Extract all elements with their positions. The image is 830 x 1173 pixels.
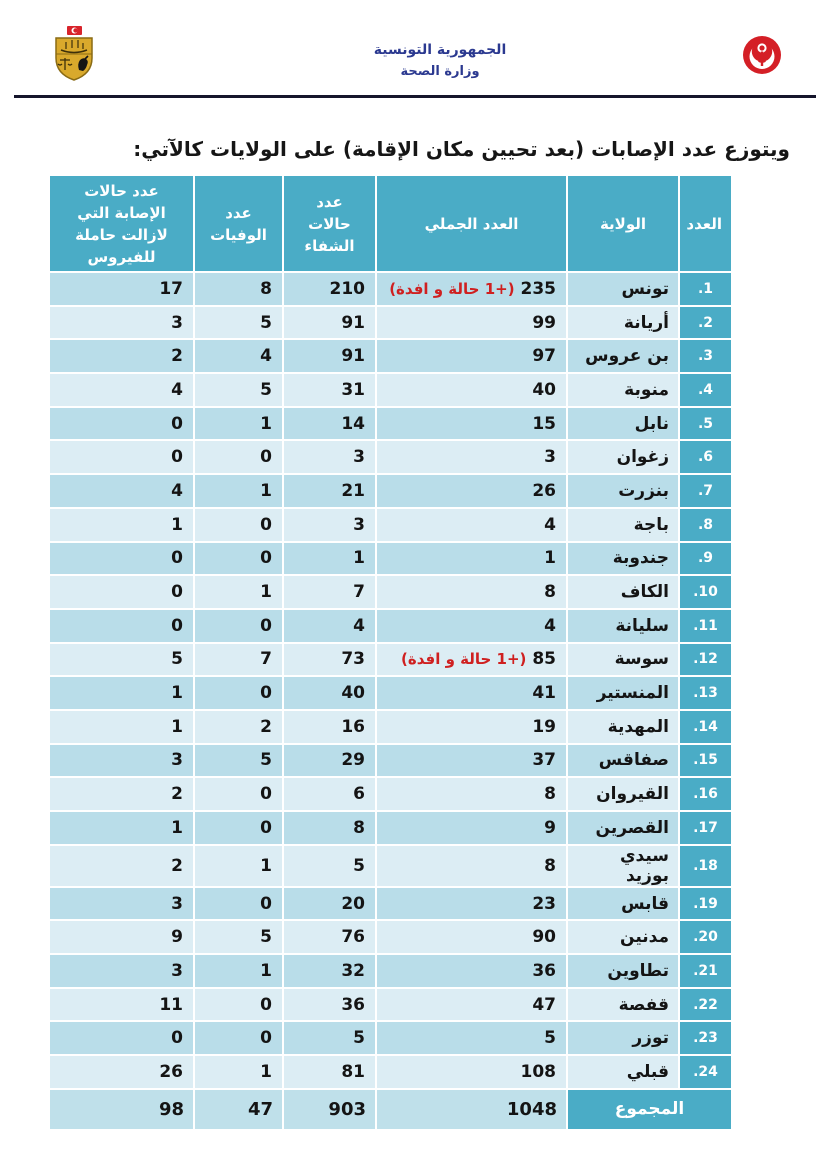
deaths-cell: 1 — [194, 474, 283, 508]
recovered-cases-cell: 3 — [283, 508, 376, 542]
total-label-cell: المجموع — [567, 1089, 732, 1130]
table-row — [49, 407, 732, 441]
total-cases-cell: 4 — [376, 609, 567, 643]
governorate-name-cell: القصرين — [567, 811, 679, 845]
table-row — [49, 440, 732, 474]
row-index-cell: 19. — [679, 887, 732, 921]
active-cases-cell: 5 — [49, 643, 194, 677]
recovered-cases-cell: 1 — [283, 542, 376, 576]
table-row — [49, 887, 732, 921]
active-cases-cell: 0 — [49, 542, 194, 576]
governorate-name-cell: سيدي بوزيد — [567, 845, 679, 887]
table-row — [49, 373, 732, 407]
deaths-cell: 0 — [194, 811, 283, 845]
active-cases-cell: 0 — [49, 440, 194, 474]
total-cases-cell: 15 — [376, 407, 567, 441]
table-row — [49, 306, 732, 340]
row-index-cell: 11. — [679, 609, 732, 643]
row-index-cell: 21. — [679, 954, 732, 988]
active-cases-cell: 3 — [49, 887, 194, 921]
row-index-cell: 22. — [679, 988, 732, 1022]
deaths-cell: 0 — [194, 609, 283, 643]
column-header-total: العدد الجملي — [376, 175, 567, 272]
active-cases-cell: 26 — [49, 1055, 194, 1089]
governorate-name-cell: زغوان — [567, 440, 679, 474]
imported-case-note: (+1 حالة و افدة) — [401, 650, 527, 669]
total-cases-cell: 97 — [376, 339, 567, 373]
column-header-active: عدد حالات الإصابة التي لازالت حاملة للفيروس — [49, 175, 194, 272]
deaths-cell: 0 — [194, 887, 283, 921]
total-cases-cell: 37 — [376, 744, 567, 778]
governorate-name-cell: نابل — [567, 407, 679, 441]
active-cases-cell: 2 — [49, 845, 194, 887]
governorate-name-cell: القيروان — [567, 777, 679, 811]
row-index-cell: 4. — [679, 373, 732, 407]
active-cases-cell: 0 — [49, 1021, 194, 1055]
row-index-cell: 10. — [679, 575, 732, 609]
active-cases-cell: 1 — [49, 676, 194, 710]
active-cases-cell: 2 — [49, 777, 194, 811]
active-cases-cell: 17 — [49, 272, 194, 306]
table-row — [49, 609, 732, 643]
recovered-cases-cell: 29 — [283, 744, 376, 778]
total-cases-cell: 108 — [376, 1055, 567, 1089]
total-cases-cell: 8 — [376, 575, 567, 609]
active-cases-cell: 3 — [49, 306, 194, 340]
total-cases-cell: 4 — [376, 508, 567, 542]
total-cases-cell: 8 — [376, 845, 567, 887]
imported-case-note: (+1 حالة و افدة) — [389, 279, 515, 298]
row-index-cell: 2. — [679, 306, 732, 340]
recovered-cases-cell: 20 — [283, 887, 376, 921]
table-row — [49, 339, 732, 373]
ministry-title: وزارة الصحة — [400, 64, 480, 79]
deaths-cell: 5 — [194, 744, 283, 778]
recovered-cases-cell: 5 — [283, 845, 376, 887]
table-row — [49, 845, 732, 887]
recovered-cases-cell: 91 — [283, 306, 376, 340]
recovered-cases-cell: 36 — [283, 988, 376, 1022]
recovered-cases-cell: 40 — [283, 676, 376, 710]
row-index-cell: 18. — [679, 845, 732, 887]
table-row — [49, 542, 732, 576]
recovered-cases-cell: 32 — [283, 954, 376, 988]
recovered-cases-cell: 73 — [283, 643, 376, 677]
cases-by-governorate-table — [48, 174, 733, 1131]
deaths-cell: 0 — [194, 508, 283, 542]
active-cases-cell: 3 — [49, 744, 194, 778]
deaths-cell: 0 — [194, 988, 283, 1022]
total-cases-cell: 90 — [376, 920, 567, 954]
governorate-name-cell: المهدية — [567, 710, 679, 744]
deaths-cell: 0 — [194, 676, 283, 710]
active-cases-cell: 9 — [49, 920, 194, 954]
total-cases-cell: 85 (+1 حالة و افدة) — [376, 643, 567, 677]
governorate-name-cell: سوسة — [567, 643, 679, 677]
deaths-cell: 0 — [194, 1021, 283, 1055]
total-cases-cell: 3 — [376, 440, 567, 474]
governorate-name-cell: قفصة — [567, 988, 679, 1022]
table-row — [49, 1055, 732, 1089]
active-cases-cell: 3 — [49, 954, 194, 988]
republic-title: الجمهورية التونسية — [373, 42, 507, 58]
table-row — [49, 954, 732, 988]
recovered-cases-cell: 210 — [283, 272, 376, 306]
total-cases-cell: 235 (+1 حالة و افدة) — [376, 272, 567, 306]
row-index-cell: 3. — [679, 339, 732, 373]
governorate-name-cell: قبلي — [567, 1055, 679, 1089]
column-header-recovered: عدد حالات الشفاء — [283, 175, 376, 272]
table-row — [49, 575, 732, 609]
total-cases-cell: 19 — [376, 710, 567, 744]
active-cases-cell: 1 — [49, 508, 194, 542]
total-cases-cell: 26 — [376, 474, 567, 508]
recovered-cases-cell: 3 — [283, 440, 376, 474]
row-index-cell: 6. — [679, 440, 732, 474]
recovered-cases-cell: 4 — [283, 609, 376, 643]
governorate-name-cell: باجة — [567, 508, 679, 542]
deaths-cell: 0 — [194, 440, 283, 474]
table-header-row — [49, 175, 732, 272]
deaths-cell: 1 — [194, 1055, 283, 1089]
deaths-cell: 7 — [194, 643, 283, 677]
recovered-cases-cell: 16 — [283, 710, 376, 744]
table-row — [49, 744, 732, 778]
governorate-name-cell: جندوبة — [567, 542, 679, 576]
row-index-cell: 13. — [679, 676, 732, 710]
total-cases-cell: 5 — [376, 1021, 567, 1055]
governorate-name-cell: مدنين — [567, 920, 679, 954]
table-row — [49, 988, 732, 1022]
recovered-cases-cell: 91 — [283, 339, 376, 373]
total-cases-cell: 47 — [376, 988, 567, 1022]
recovered-cases-cell: 6 — [283, 777, 376, 811]
deaths-cell: 0 — [194, 542, 283, 576]
row-index-cell: 16. — [679, 777, 732, 811]
governorate-name-cell: صفاقس — [567, 744, 679, 778]
active-cases-cell: 0 — [49, 407, 194, 441]
row-index-cell: 9. — [679, 542, 732, 576]
active-cases-cell: 2 — [49, 339, 194, 373]
total-cases-cell: 41 — [376, 676, 567, 710]
governorate-name-cell: بنزرت — [567, 474, 679, 508]
total-cases-sum-cell: 1048 — [376, 1089, 567, 1130]
row-index-cell: 7. — [679, 474, 732, 508]
total-row — [49, 1089, 732, 1130]
active-cases-cell: 1 — [49, 710, 194, 744]
deaths-cell: 5 — [194, 920, 283, 954]
row-index-cell: 14. — [679, 710, 732, 744]
section-title: ويتوزع عدد الإصابات (بعد تحيين مكان الإقامة) على الولايات كالآتي: — [133, 137, 790, 161]
governorate-name-cell: منوبة — [567, 373, 679, 407]
header-divider — [14, 95, 816, 98]
total-cases-cell: 23 — [376, 887, 567, 921]
active-cases-cell: 4 — [49, 373, 194, 407]
table-row — [49, 1021, 732, 1055]
row-index-cell: 8. — [679, 508, 732, 542]
table-row — [49, 811, 732, 845]
government-header-text — [200, 40, 680, 84]
row-index-cell: 24. — [679, 1055, 732, 1089]
governorate-name-cell: بن عروس — [567, 339, 679, 373]
recovered-cases-cell: 21 — [283, 474, 376, 508]
governorate-name-cell: سليانة — [567, 609, 679, 643]
recovered-cases-cell: 5 — [283, 1021, 376, 1055]
recovered-cases-cell: 31 — [283, 373, 376, 407]
governorate-name-cell: توزر — [567, 1021, 679, 1055]
row-index-cell: 23. — [679, 1021, 732, 1055]
active-cases-cell: 0 — [49, 575, 194, 609]
total-cases-cell: 9 — [376, 811, 567, 845]
deaths-cell: 0 — [194, 777, 283, 811]
letterhead — [0, 0, 830, 95]
total-cases-cell: 99 — [376, 306, 567, 340]
table-row — [49, 474, 732, 508]
row-index-cell: 15. — [679, 744, 732, 778]
total-cases-cell: 1 — [376, 542, 567, 576]
table-row — [49, 777, 732, 811]
deaths-cell: 8 — [194, 272, 283, 306]
table-row — [49, 920, 732, 954]
active-cases-cell: 11 — [49, 988, 194, 1022]
deaths-cell: 1 — [194, 575, 283, 609]
governorate-name-cell: قابس — [567, 887, 679, 921]
recovered-cases-cell: 81 — [283, 1055, 376, 1089]
tunisia-coat-of-arms-icon — [52, 26, 96, 82]
row-index-cell: 1. — [679, 272, 732, 306]
deaths-cell: 1 — [194, 954, 283, 988]
column-header-deaths: عدد الوفيات — [194, 175, 283, 272]
column-header-number: العدد — [679, 175, 732, 272]
recovered-cases-cell: 76 — [283, 920, 376, 954]
table-row — [49, 710, 732, 744]
deaths-sum-cell: 47 — [194, 1089, 283, 1130]
total-cases-cell: 8 — [376, 777, 567, 811]
table-row — [49, 272, 732, 306]
total-cases-cell: 36 — [376, 954, 567, 988]
recovered-cases-cell: 14 — [283, 407, 376, 441]
row-index-cell: 12. — [679, 643, 732, 677]
recovered-sum-cell: 903 — [283, 1089, 376, 1130]
deaths-cell: 5 — [194, 373, 283, 407]
table-row — [49, 676, 732, 710]
deaths-cell: 1 — [194, 407, 283, 441]
governorate-name-cell: المنستير — [567, 676, 679, 710]
row-index-cell: 17. — [679, 811, 732, 845]
recovered-cases-cell: 7 — [283, 575, 376, 609]
row-index-cell: 5. — [679, 407, 732, 441]
column-header-governorate: الولاية — [567, 175, 679, 272]
ministry-of-health-logo-icon — [742, 35, 782, 75]
active-sum-cell: 98 — [49, 1089, 194, 1130]
active-cases-cell: 4 — [49, 474, 194, 508]
deaths-cell: 4 — [194, 339, 283, 373]
total-cases-cell: 40 — [376, 373, 567, 407]
table-row — [49, 508, 732, 542]
row-index-cell: 20. — [679, 920, 732, 954]
active-cases-cell: 1 — [49, 811, 194, 845]
governorate-name-cell: تطاوين — [567, 954, 679, 988]
governorate-name-cell: تونس — [567, 272, 679, 306]
deaths-cell: 1 — [194, 845, 283, 887]
deaths-cell: 2 — [194, 710, 283, 744]
active-cases-cell: 0 — [49, 609, 194, 643]
governorate-name-cell: الكاف — [567, 575, 679, 609]
governorate-name-cell: أريانة — [567, 306, 679, 340]
table-row — [49, 643, 732, 677]
deaths-cell: 5 — [194, 306, 283, 340]
recovered-cases-cell: 8 — [283, 811, 376, 845]
